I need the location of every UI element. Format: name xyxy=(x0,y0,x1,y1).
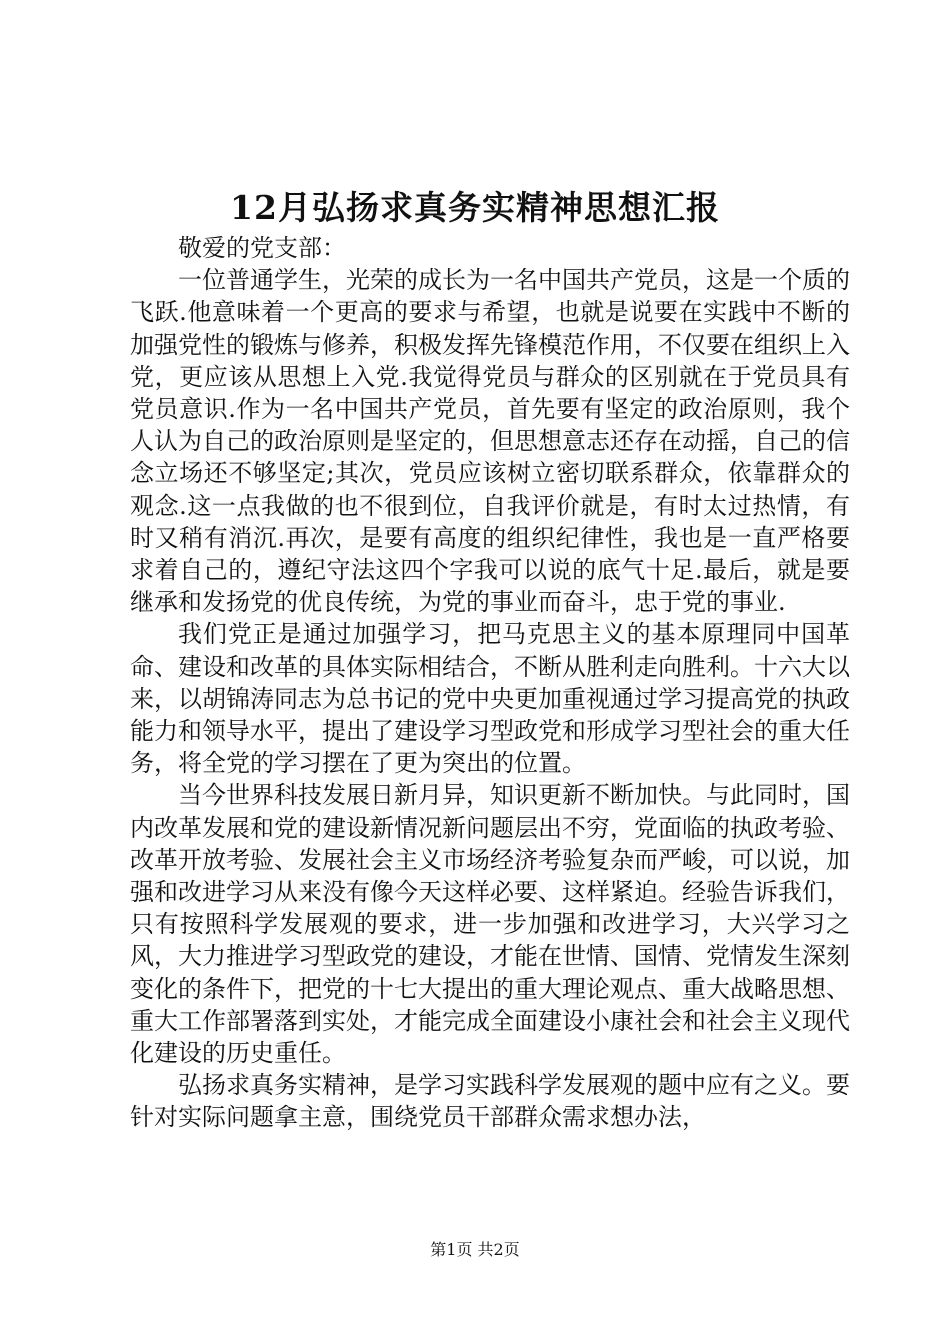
paragraph-1: 一位普通学生，光荣的成长为一名中国共产党员，这是一个质的飞跃.他意味着一个更高的要求与希望，也就是说要在实践中不断的加强党性的锻炼与修养，积极发挥先锋模范作用，不仅要在组织上入党，更应该从思想上入党.我觉得党员与群众的区别就在于党员具有党员意识.作为一名中国共产党员，首先要有坚定的政治原则，我个人认为自己的政治原则是坚定的，但思想意志还存在动摇，自己的信念立场还不够坚定;其次，党员应该树立密切联系群众，依靠群众的观念.这一点我做的也不很到位，自我评价就是，有时太过热情，有时又稍有消沉.再次，是要有高度的组织纪律性，我也是一直严格要求着自己的，遵纪守法这四个字我可以说的底气十足.最后，就是要继承和发扬党的优良传统，为党的事业而奋斗，忠于党的事业. xyxy=(130,266,850,617)
document-title: 12月弘扬求真务实精神思想汇报 xyxy=(230,188,720,227)
paragraph-2: 我们党正是通过加强学习，把马克思主义的基本原理同中国革命、建设和改革的具体实际相结合，不断从胜利走向胜利。十六大以来，以胡锦涛同志为总书记的党中央更加重视通过学习提高党的执政能力和领导水平，提出了建设学习型政党和形成学习型社会的重大任务，将全党的学习摆在了更为突出的位置。 xyxy=(130,620,850,778)
paragraph-4: 弘扬求真务实精神，是学习实践科学发展观的题中应有之义。要针对实际问题拿主意，围绕党员干部群众需求想办法， xyxy=(130,1071,850,1132)
paragraph-3: 当今世界科技发展日新月异，知识更新不断加快。与此同时，国内改革发展和党的建设新情况新问题层出不穷，党面临的执政考验、改革开放考验、发展社会主义市场经济考验复杂而严峻，可以说，加强和改进学习从来没有像今天这样必要、这样紧迫。经验告诉我们，只有按照科学发展观的要求，进一步加强和改进学习，大兴学习之风，大力推进学习型政党的建设，才能在世情、国情、党情发生深刻变化的条件下，把党的十七大提出的重大理论观点、重大战略思想、重大工作部署落到实处，才能完成全面建设小康社会和社会主义现代化建设的历史重任。 xyxy=(130,781,850,1068)
document-body xyxy=(130,232,850,1134)
page-footer: 第1页 共2页 xyxy=(430,1240,520,1259)
salutation: 敬爱的党支部： xyxy=(178,234,346,262)
